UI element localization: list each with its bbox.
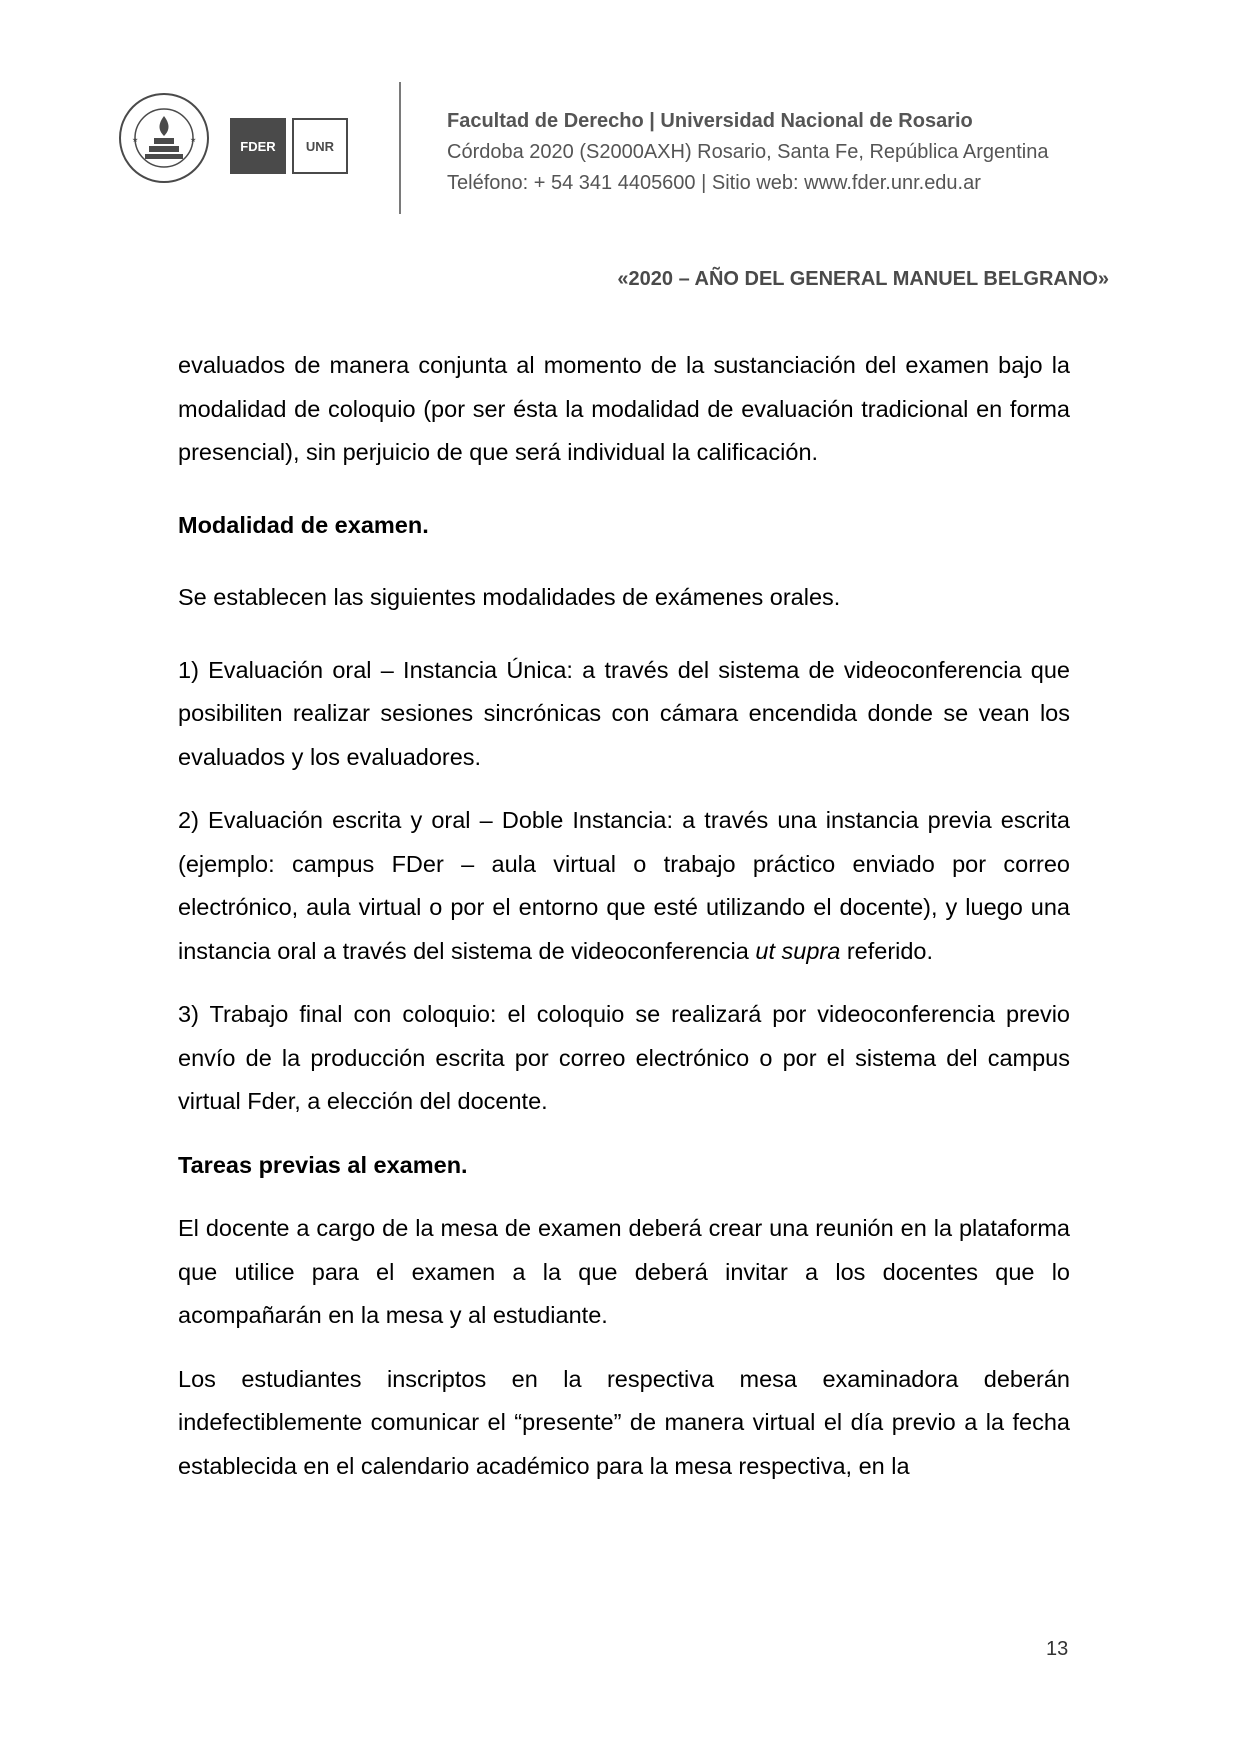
italic-phrase: ut supra [755, 937, 841, 964]
page-number: 13 [1046, 1638, 1069, 1660]
institution-address: Córdoba 2020 (S2000AXH) Rosario, Santa Fe, República Argentina [447, 141, 1049, 163]
paragraph: 1) Evaluación oral – Instancia Única: a través del sistema de videoconferencia que posibiliten realizar sesiones sincrónicas con cámara encendida donde se vean los evaluados y los evaluadores. [178, 656, 1070, 770]
paragraph: Los estudiantes inscriptos en la respectiva mesa examinadora deberán indefectiblemente comunicar el “presente” de manera virtual el día previo a la fecha establecida en el calendario académico para la mesa respectiva, en la [178, 1365, 1070, 1479]
section-heading: Modalidad de examen. [178, 511, 429, 538]
section-heading: Tareas previas al examen. [178, 1151, 468, 1178]
document-body [178, 344, 1070, 1508]
paragraph-text: referido. [840, 937, 934, 964]
paragraph: evaluados de manera conjunta al momento de la sustanciación del examen bajo la modalidad de coloquio (por ser ésta la modalidad de evaluación tradicional en forma presencial), sin perjuicio de que será individual la calificación. [178, 352, 1070, 465]
paragraph [178, 799, 1070, 973]
letterhead [0, 0, 1241, 290]
institution-info [447, 106, 1048, 199]
university-seal-icon [118, 92, 210, 184]
unr-logo: UNR [292, 118, 348, 174]
institution-name: Facultad de Derecho | Universidad Nacional de Rosario [447, 110, 973, 132]
svg-text:★: ★ [190, 136, 197, 144]
svg-text:★: ★ [132, 136, 139, 144]
paragraph: 3) Trabajo final con coloquio: el coloquio se realizará por videoconferencia previo envío de la producción escrita por correo electrónico o por el sistema del campus virtual Fder, a elección del docente. [178, 1001, 1070, 1114]
paragraph: Se establecen las siguientes modalidades de exámenes orales. [178, 584, 841, 610]
paragraph: El docente a cargo de la mesa de examen deberá crear una reunión en la plataforma que utilice para el examen a la que deberá invitar a los docentes que lo acompañarán en la mesa y al estudiante. [178, 1215, 1070, 1328]
fder-logo: FDER [230, 118, 286, 174]
header-divider [399, 82, 401, 214]
year-motto: «2020 – AÑO DEL GENERAL MANUEL BELGRANO» [617, 268, 1109, 290]
paragraph-text: 2) Evaluación escrita y oral – Doble Instancia: a través una instancia previa escrita (ejemplo: campus FDer – aula virtual o trabajo práctico enviado por correo electrónico, aula virtual o por el entorno que esté utilizando el docente), y luego una instancia oral a través del sistema de videoconferencia [178, 807, 1070, 964]
institution-contact: Teléfono: + 54 341 4405600 | Sitio web: www.fder.unr.edu.ar [447, 172, 981, 194]
